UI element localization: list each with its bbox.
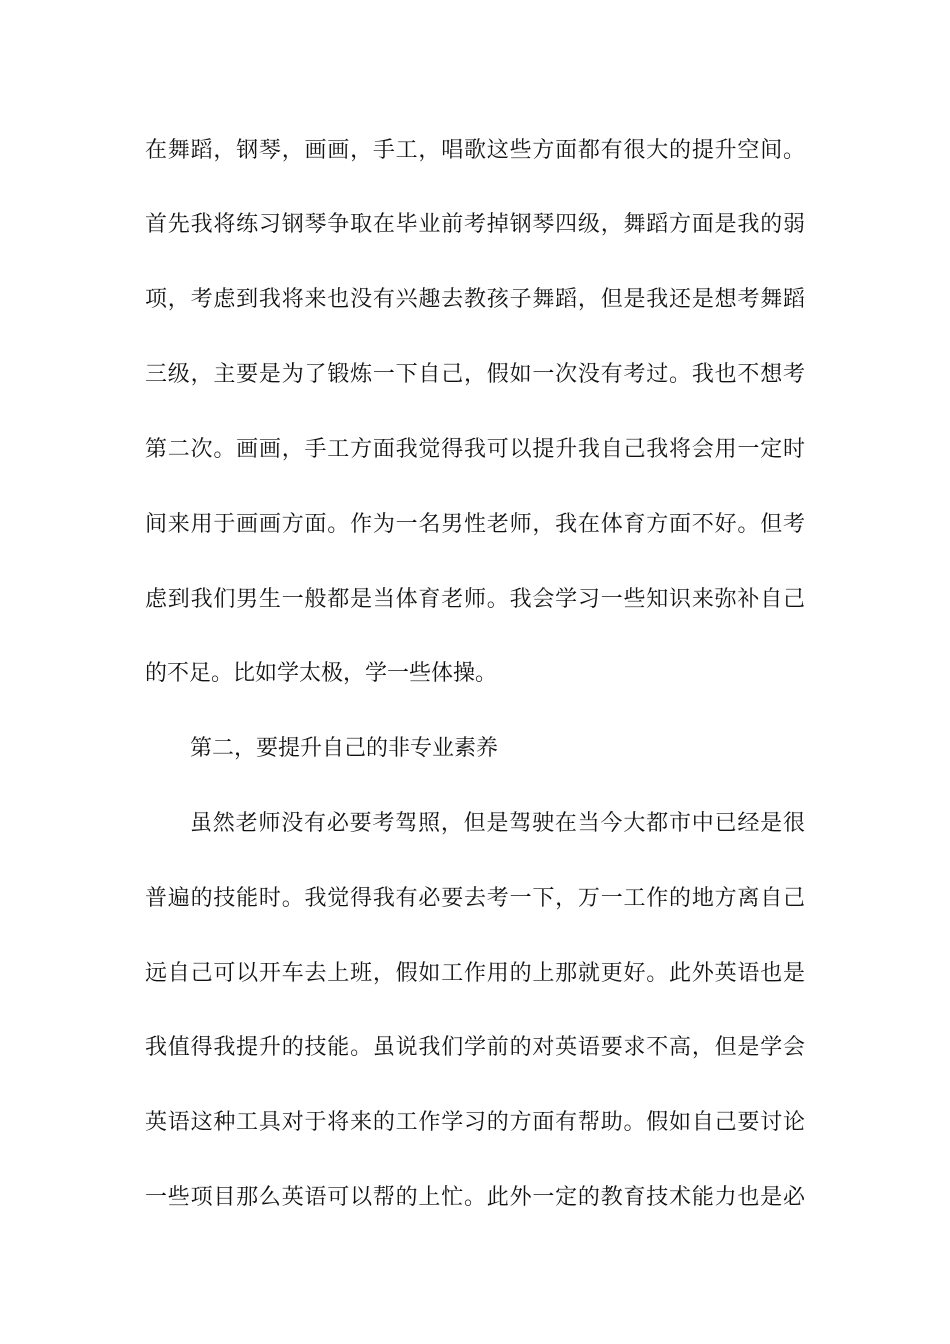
body-text-line: 英语这种工具对于将来的工作学习的方面有帮助。假如自己要讨论 [145,1110,805,1135]
body-text-line: 首先我将练习钢琴争取在毕业前考掉钢琴四级，舞蹈方面是我的弱 [145,212,805,237]
body-text-line: 虽然老师没有必要考驾照，但是驾驶在当今大都市中已经是很 [190,811,805,836]
body-text-line: 间来用于画画方面。作为一名男性老师，我在体育方面不好。但考 [145,512,805,537]
body-text-line: 远自己可以开车去上班，假如工作用的上那就更好。此外英语也是 [145,961,805,986]
body-text-line: 三级，主要是为了锻炼一下自己，假如一次没有考过。我也不想考 [145,362,805,387]
body-text-line: 在舞蹈，钢琴，画画，手工，唱歌这些方面都有很大的提升空间。 [145,138,805,163]
body-text-line: 普遍的技能时。我觉得我有必要去考一下，万一工作的地方离自己 [145,886,805,911]
body-text-line: 第二次。画画，手工方面我觉得我可以提升我自己我将会用一定时 [145,437,805,462]
body-text-line: 的不足。比如学太极，学一些体操。 [145,661,498,686]
body-text-line: 一些项目那么英语可以帮的上忙。此外一定的教育技术能力也是必 [145,1185,805,1210]
body-text-line: 虑到我们男生一般都是当体育老师。我会学习一些知识来弥补自己 [145,587,805,612]
section-heading: 第二，要提升自己的非专业素养 [190,736,499,761]
body-text-line: 项，考虑到我将来也没有兴趣去教孩子舞蹈，但是我还是想考舞蹈 [145,287,805,312]
body-text-line: 我值得我提升的技能。虽说我们学前的对英语要求不高，但是学会 [145,1035,805,1060]
